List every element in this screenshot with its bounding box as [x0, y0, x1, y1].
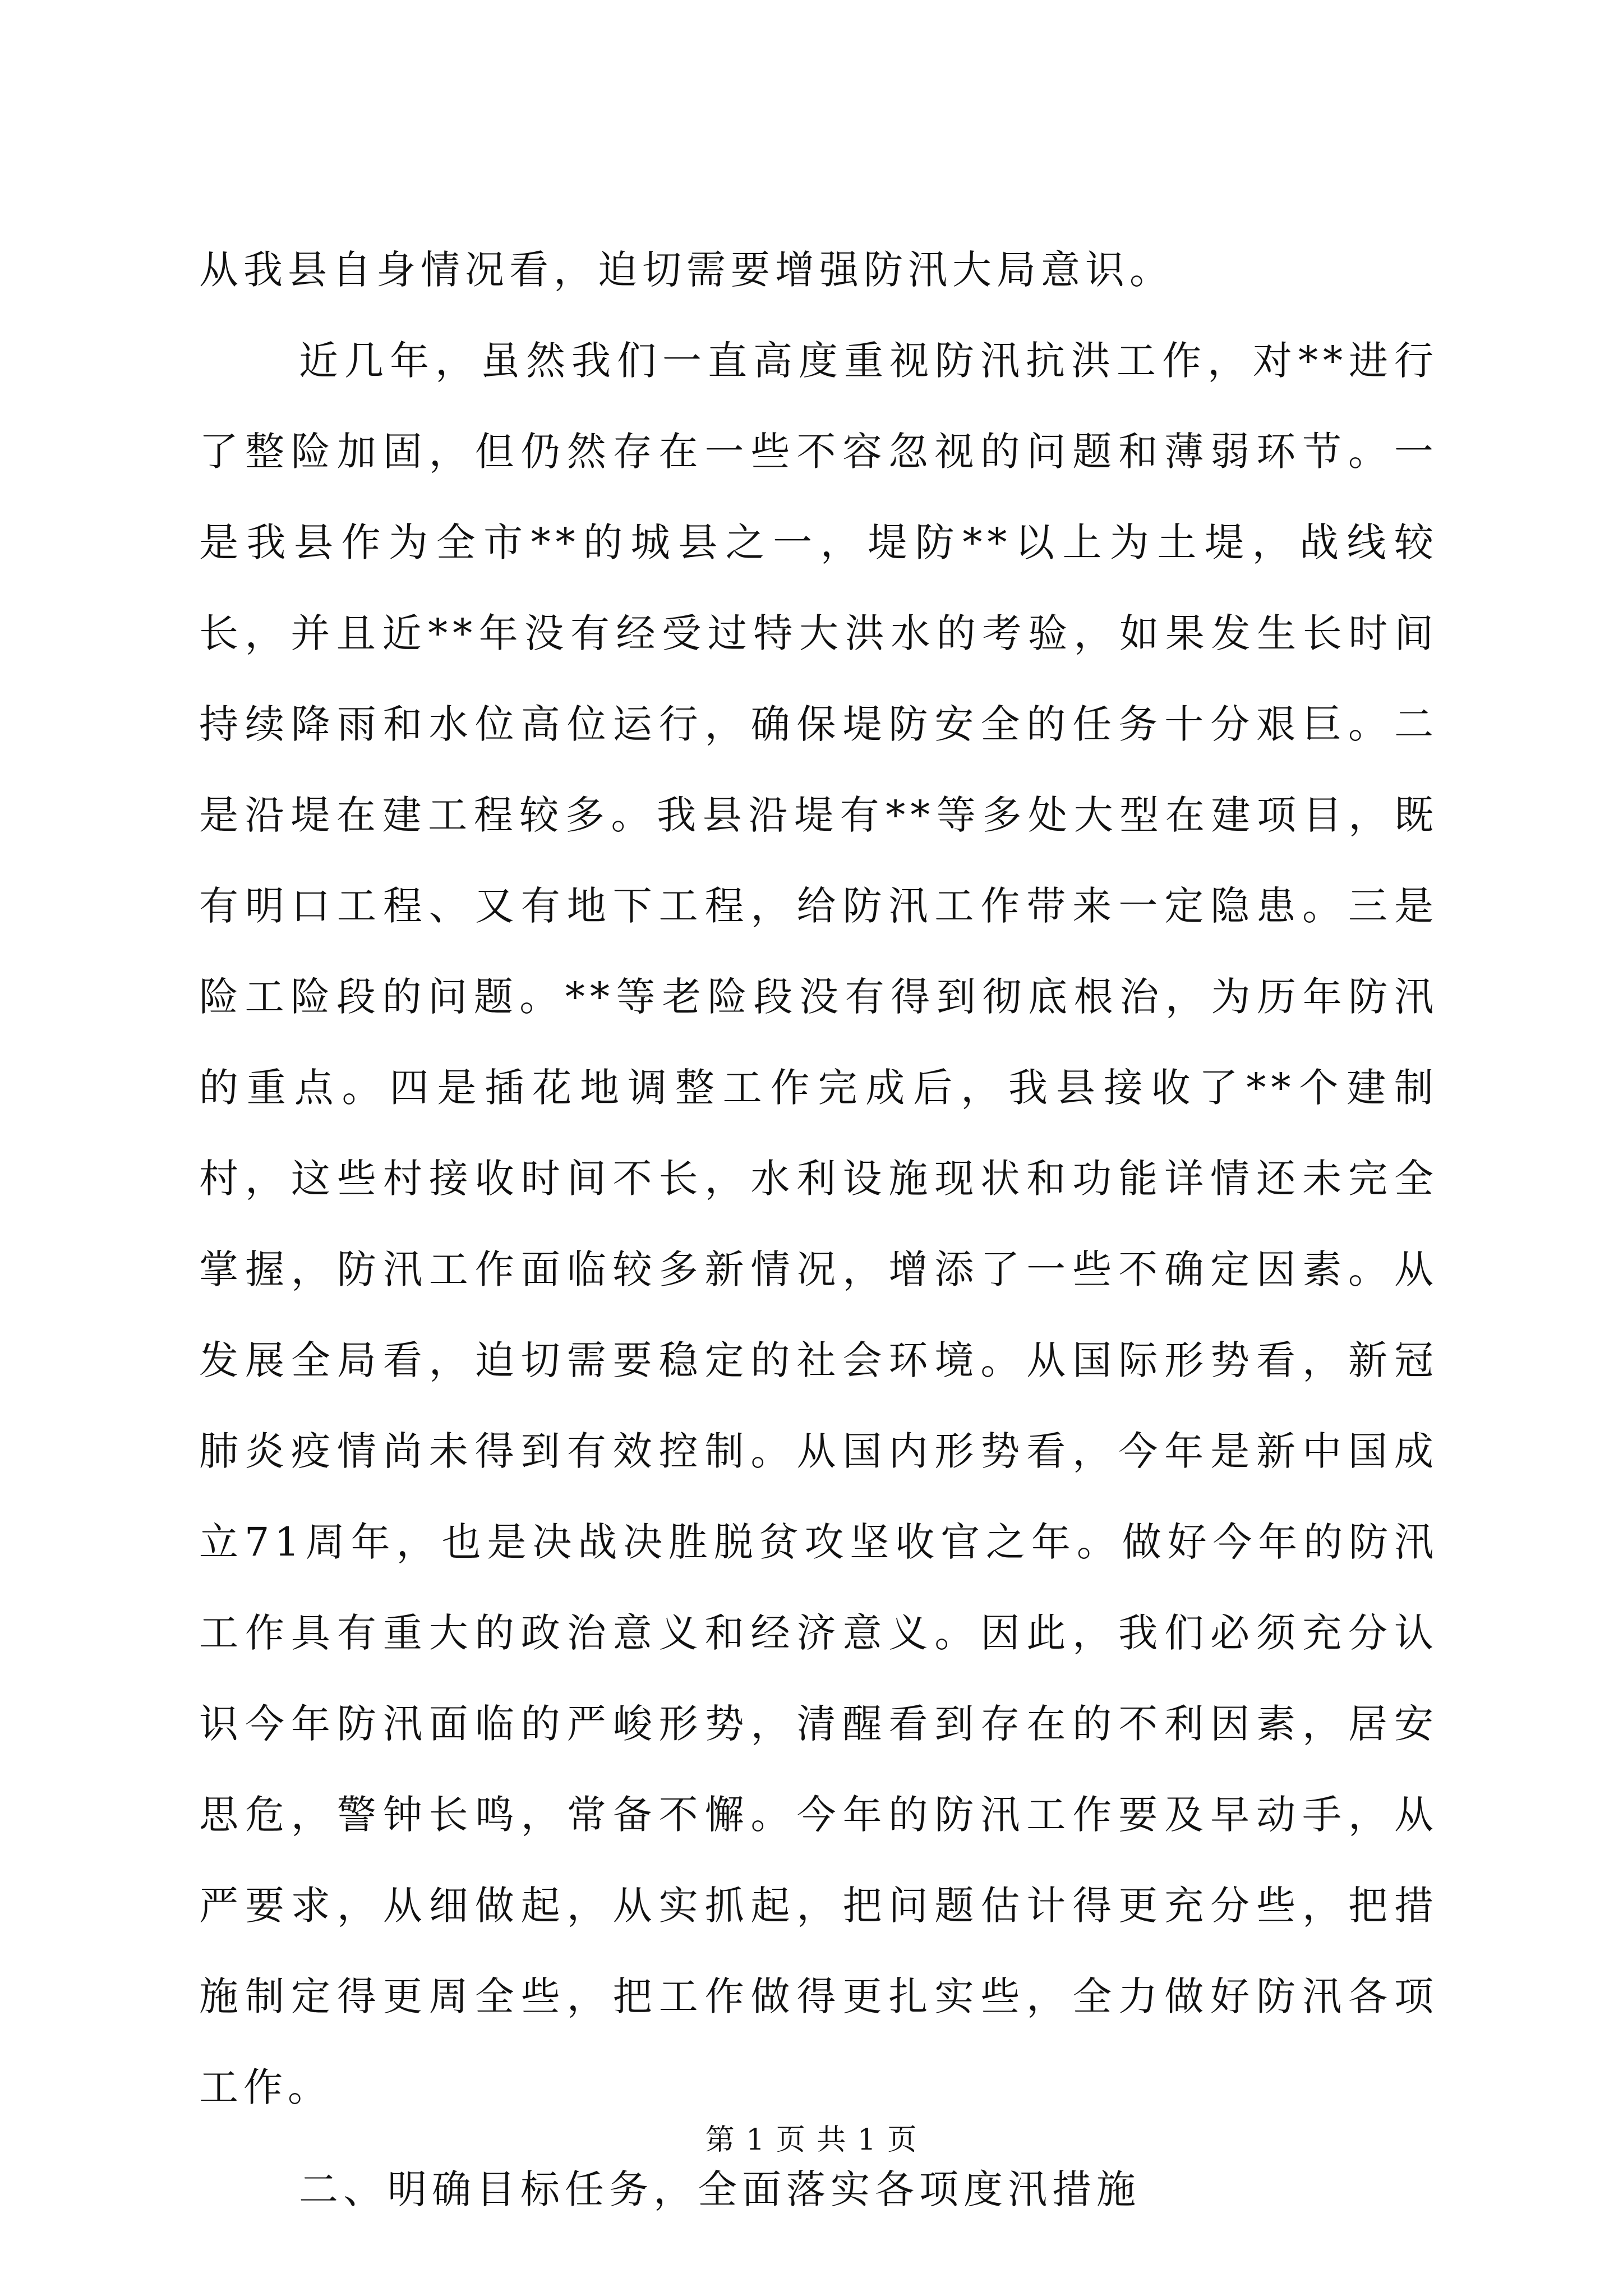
paragraph-continuation: 从我县自身情况看，迫切需要增强防汛大局意识。 — [199, 247, 1174, 293]
paragraph-main: 近几年，虽然我们一直高度重视防汛抗洪工作，对**进行了整险加固，但仍然存在一些不容忽视的问题和薄弱环节。一是我县作为全市**的城县之一，堤防**以上为土堤，战线较长，并且近**年没有经受过特大洪水的考验，如果发生长时间持续降雨和水位高位运行，确保堤防安全的任务十分艰巨。二是沿堤在建工程较多。我县沿堤有**等多处大型在建项目，既有明口工程、又有地下工程，给防汛工作带来一定隐患。三是险工险段的问题。**等老险段没有得到彻底根治，为历年防汛的重点。四是插花地调整工作完成后，我县接收了**个建制村，这些村接收时间不长，水利设施现状和功能详情还未完全掌握，防汛工作面临较多新情况，增添了一些不确定因素。从发展全局看，迫切需要稳定的社会环境。从国际形势看，新冠肺炎疫情尚未得到有效控制。从国内形势看，今年是新中国成立71周年，也是决战决胜脱贫攻坚收官之年。做好今年的防汛工作具有重大的政治意义和经济意义。因此，我们必须充分认识今年防汛面临的严峻形势，清醒看到存在的不利因素，居安思危，警钟长鸣，常备不懈。今年的防汛工作要及早动手，从严要求，从细做起，从实抓起，把问题估计得更充分些，把措施制定得更周全些，把工作做得更扎实些，全力做好防汛各项工作。 — [199, 338, 1438, 2110]
page-footer: 第 1 页 共 1 页 — [705, 2123, 918, 2157]
document-body — [199, 224, 1438, 2235]
section-heading: 二、明确目标任务，全面落实各项度汛措施 — [299, 2166, 1141, 2212]
